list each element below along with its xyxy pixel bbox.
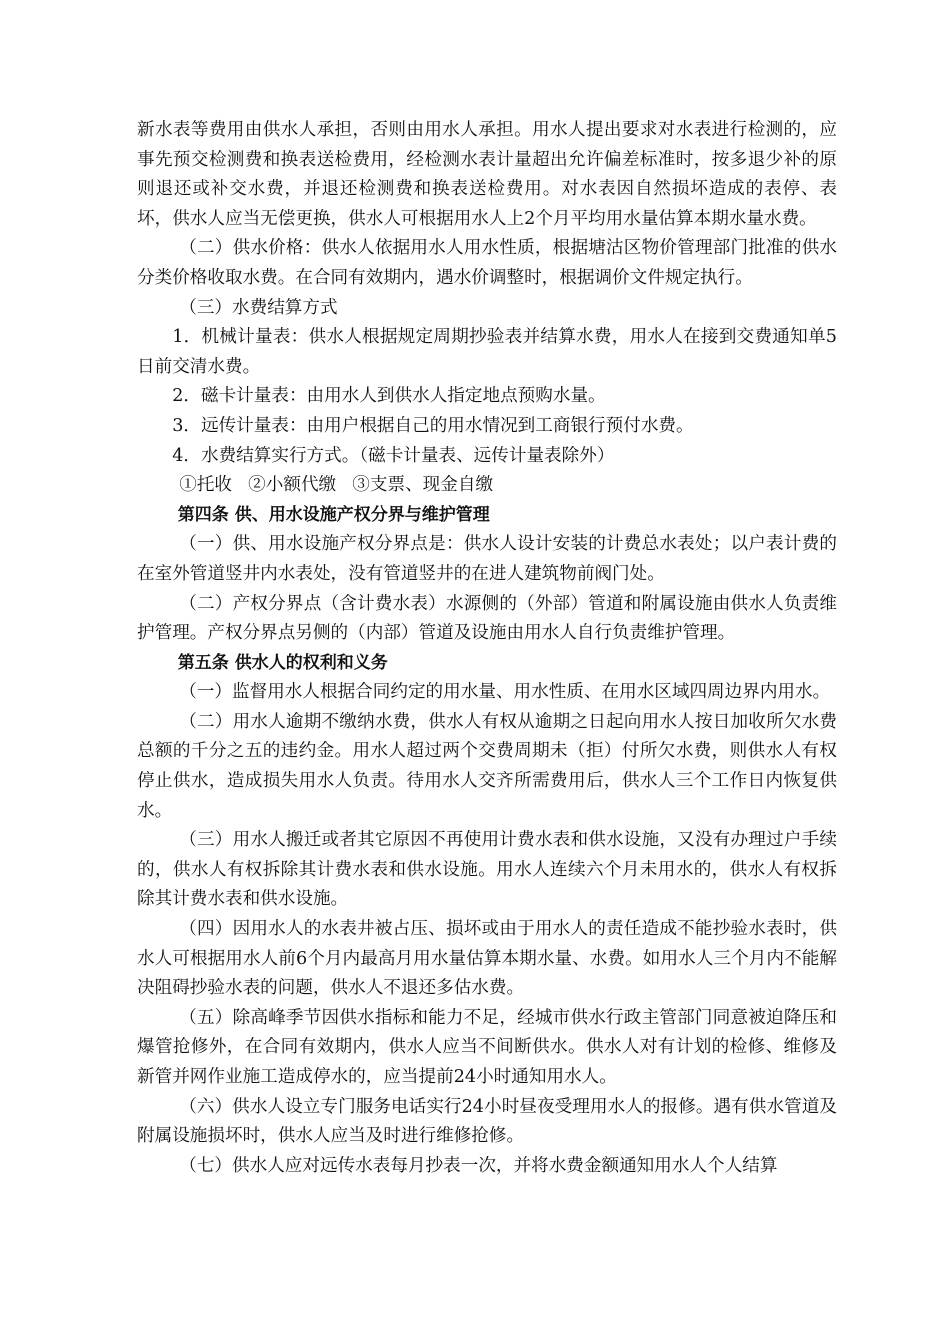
paragraph-meter-obstruction: （四）因用水人的水表井被占压、损坏或由于用水人的责任造成不能抄验水表时，供水人可根据用水人前6个月内最高月用水量估算本期水量、水费。如用水人三个月内不能解决阻碍抄验水表的问题，供水人不退还多估水费。 — [137, 919, 837, 999]
paragraph-remote-meter: 3．远传计量表：由用户根据自己的用水情况到工商银行预付水费。 — [172, 415, 694, 436]
paragraph-relocation: （三）用水人搬迁或者其它原因不再使用计费水表和供水设施，又没有办理过户手续的，供水人有权拆除其计费水表和供水设施。用水人连续六个月未用水的，供水人有权拆除其计费水表和供水设施。 — [137, 830, 837, 910]
payment-options: ①托收 ②小额代缴 ③支票、现金自缴 — [179, 475, 494, 496]
paragraph-service-hotline: （六）供水人设立专门服务电话实行24小时昼夜受理用水人的报修。遇有供水管道及附属设施损坏时，供水人应当及时进行维修抢修。 — [137, 1096, 837, 1147]
paragraph-card-meter: 2．磁卡计量表：由用水人到供水人指定地点预购水量。 — [172, 386, 606, 407]
paragraph-continuous-supply: （五）除高峰季节因供水指标和能力不足，经城市供水行政主管部门同意被迫降压和爆管抢修外，在合同有效期内，供水人应当不间断供水。供水人对有计划的检修、维修及新管并网作业施工造成停水的，应当提前24小时通知用水人。 — [137, 1007, 837, 1087]
section-heading-article-4: 第四条 供、用水设施产权分界与维护管理 — [177, 504, 490, 525]
paragraph-late-payment: （二）用水人逾期不缴纳水费，供水人有权从逾期之日起向用水人按日加收所欠水费总额的千分之五的违约金。用水人超过两个交费周期未（拒）付所欠水费，则供水人有权停止供水，造成损失用水人负责。待用水人交齐所需费用后，供水人三个工作日内恢复供水。 — [137, 711, 837, 821]
paragraph-supervision: （一）监督用水人根据合同约定的用水量、用水性质、在用水区域四周边界内用水。 — [179, 682, 831, 703]
paragraph-property-boundary: （一）供、用水设施产权分界点是：供水人设计安装的计费总水表处；以户表计费的在室外管道竖井内水表处，没有管道竖井的在进人建筑物前阀门处。 — [137, 534, 837, 584]
section-heading-article-5: 第五条 供水人的权利和义务 — [177, 652, 388, 673]
paragraph-billing-practice: 4．水费结算实行方式。（磁卡计量表、远传计量表除外） — [172, 445, 615, 466]
paragraph-remote-reading: （七）供水人应对远传水表每月抄表一次，并将水费金额通知用水人个人结算 — [179, 1155, 778, 1176]
paragraph-mechanical-meter: 1．机械计量表：供水人根据规定周期抄验表并结算水费，用水人在接到交费通知单5 日前交清水费。 — [137, 327, 837, 377]
paragraph-meter-replacement: 新水表等费用由供水人承担，否则由用水人承担。用水人提出要求对水表进行检测的，应事先预交检测费和换表送检费用，经检测水表计量超出允许偏差标准时，按多退少补的原则退还或补交水费，并退还检测费和换表送检费用。对水表因自然损坏造成的表停、表坏，供水人应当无偿更换，供水人可根据用水人上2个月平均用水量估算本期水量水费。 — [137, 120, 837, 229]
paragraph-maintenance-responsibility: （二）产权分界点（含计费水表）水源侧的（外部）管道和附属设施由供水人负责维护管理。产权分界点另侧的（内部）管道及设施由用水人自行负责维护管理。 — [137, 593, 837, 644]
paragraph-billing-method-heading: （三）水费结算方式 — [179, 297, 338, 318]
paragraph-water-price: （二）供水价格：供水人依据用水人用水性质，根据塘沽区物价管理部门批准的供水分类价格收取水费。在合同有效期内，遇水价调整时，根据调价文件规定执行。 — [137, 238, 837, 288]
document-page — [137, 116, 837, 1181]
